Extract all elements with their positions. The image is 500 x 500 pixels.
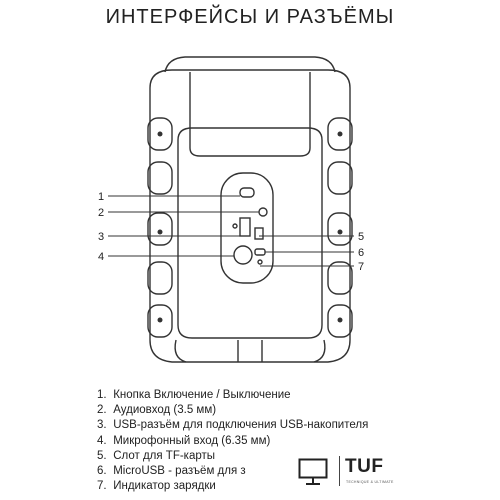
page-title: ИНТЕРФЕЙСЫ И РАЗЪЁМЫ: [105, 6, 395, 28]
tf-slot: [255, 228, 263, 239]
brand-separator: [339, 456, 340, 486]
speaker-body-outline: [150, 70, 350, 362]
legend-item: 1. Кнопка Включение / Выключение: [97, 389, 291, 401]
monitor-icon: [298, 458, 328, 486]
callout-5: 5: [358, 231, 365, 243]
callout-2: 2: [98, 207, 105, 219]
power-button-port: [240, 188, 254, 197]
callout-4: 4: [98, 251, 105, 263]
callout-1: 1: [98, 191, 105, 203]
right-bumpers: [328, 118, 352, 337]
microusb-port: [255, 249, 265, 255]
legend-item: 3. USB-разъём для подключения USB-накопителя: [97, 419, 369, 432]
callout-6: 6: [358, 247, 365, 259]
brand-subtitle: TECHNIQUE & ULTIMATE: [346, 480, 394, 484]
speaker-foot-right: [314, 340, 325, 362]
charge-indicator: [258, 260, 262, 264]
usb-port: [240, 218, 250, 236]
legend-item: 4. Микрофонный вход (6.35 мм): [97, 434, 271, 447]
audio-in-port: [259, 208, 267, 216]
legend-item: 2. Аудиовход (3.5 мм): [97, 404, 217, 417]
speaker-foot-left: [175, 340, 186, 362]
callout-3: 3: [98, 231, 105, 243]
legend-item: 5. Слот для TF-карты: [97, 449, 216, 462]
callout-7: 7: [358, 261, 365, 273]
speaker-handle-inner: [190, 72, 310, 156]
mic-port: [234, 246, 252, 264]
brand-name: TUF: [345, 456, 384, 477]
brand-logo: [298, 452, 488, 492]
legend-item: 7. Индикатор зарядки: [97, 480, 216, 493]
left-bumpers: [148, 118, 172, 337]
legend-item: 6. MicroUSB - разъём для з: [97, 465, 246, 478]
